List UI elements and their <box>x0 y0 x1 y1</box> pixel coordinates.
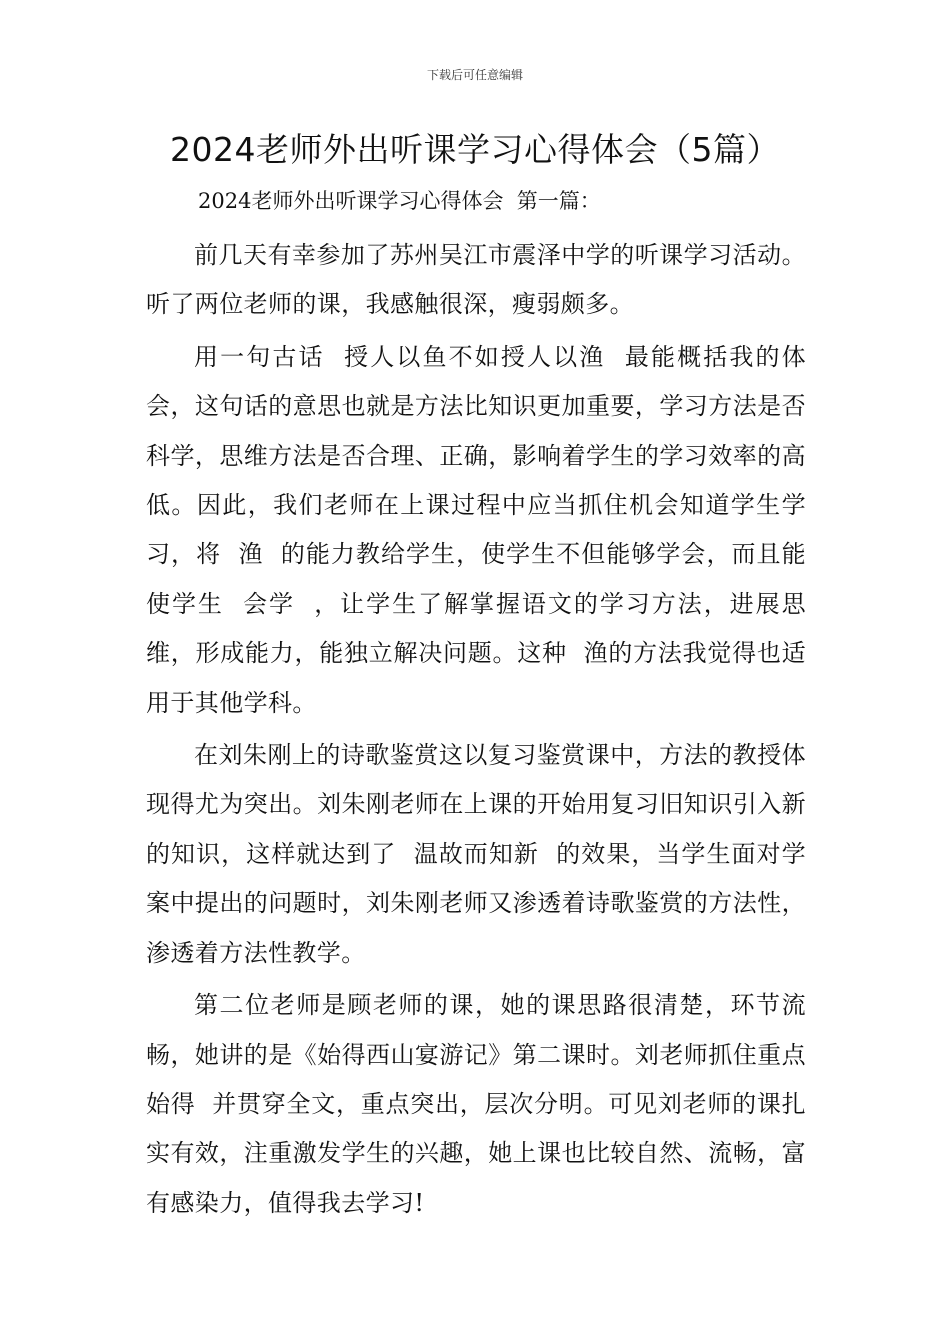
document-body <box>146 231 823 1231</box>
page-header-note: 下载后可任意编辑 <box>426 68 523 82</box>
document-title: 2024老师外出听课学习心得体会（5篇） <box>170 130 780 169</box>
section-subtitle: 2024老师外出听课学习心得体会 第一篇： <box>198 189 601 213</box>
paragraph-2: 用一句古话 授人以鱼不如授人以渔 最能概括我的体会，这句话的意思也就是方法比知识更加重要，学习方法是否科学，思维方法是否合理、正确，影响着学生的学习效率的高低。因此，我们老师在上课过程中应当抓住机会知道学生学习，将 渔 的能力教给学生，使学生不但能够学会，而且能使学生 会学 ，让学生了解掌握语文的学习方法，进展思维，形成能力，能独立解决问题。这种 渔的方法我觉得也适用于其他学科。 <box>146 342 806 717</box>
paragraph-4: 第二位老师是顾老师的课，她的课思路很清楚，环节流畅，她讲的是《始得西山宴游记》第二课时。刘老师抓住重点 始得 并贯穿全文，重点突出，层次分明。可见刘老师的课扎实有效，注重激发学生的兴趣，她上课也比较自然、流畅，富有感染力，值得我去学习! <box>146 991 823 1217</box>
paragraph-3: 在刘朱刚上的诗歌鉴赏这以复习鉴赏课中，方法的教授体现得尤为突出。刘朱刚老师在上课的开始用复习旧知识引入新的知识，这样就达到了 温故而知新 的效果，当学生面对学案中提出的问题时，刘朱刚老师又渗透着诗歌鉴赏的方法性，渗透着方法性教学。 <box>146 741 806 967</box>
paragraph-1: 前几天有幸参加了苏州吴江市震泽中学的听课学习活动。听了两位老师的课，我感触很深，瘦弱颇多。 <box>146 241 806 319</box>
